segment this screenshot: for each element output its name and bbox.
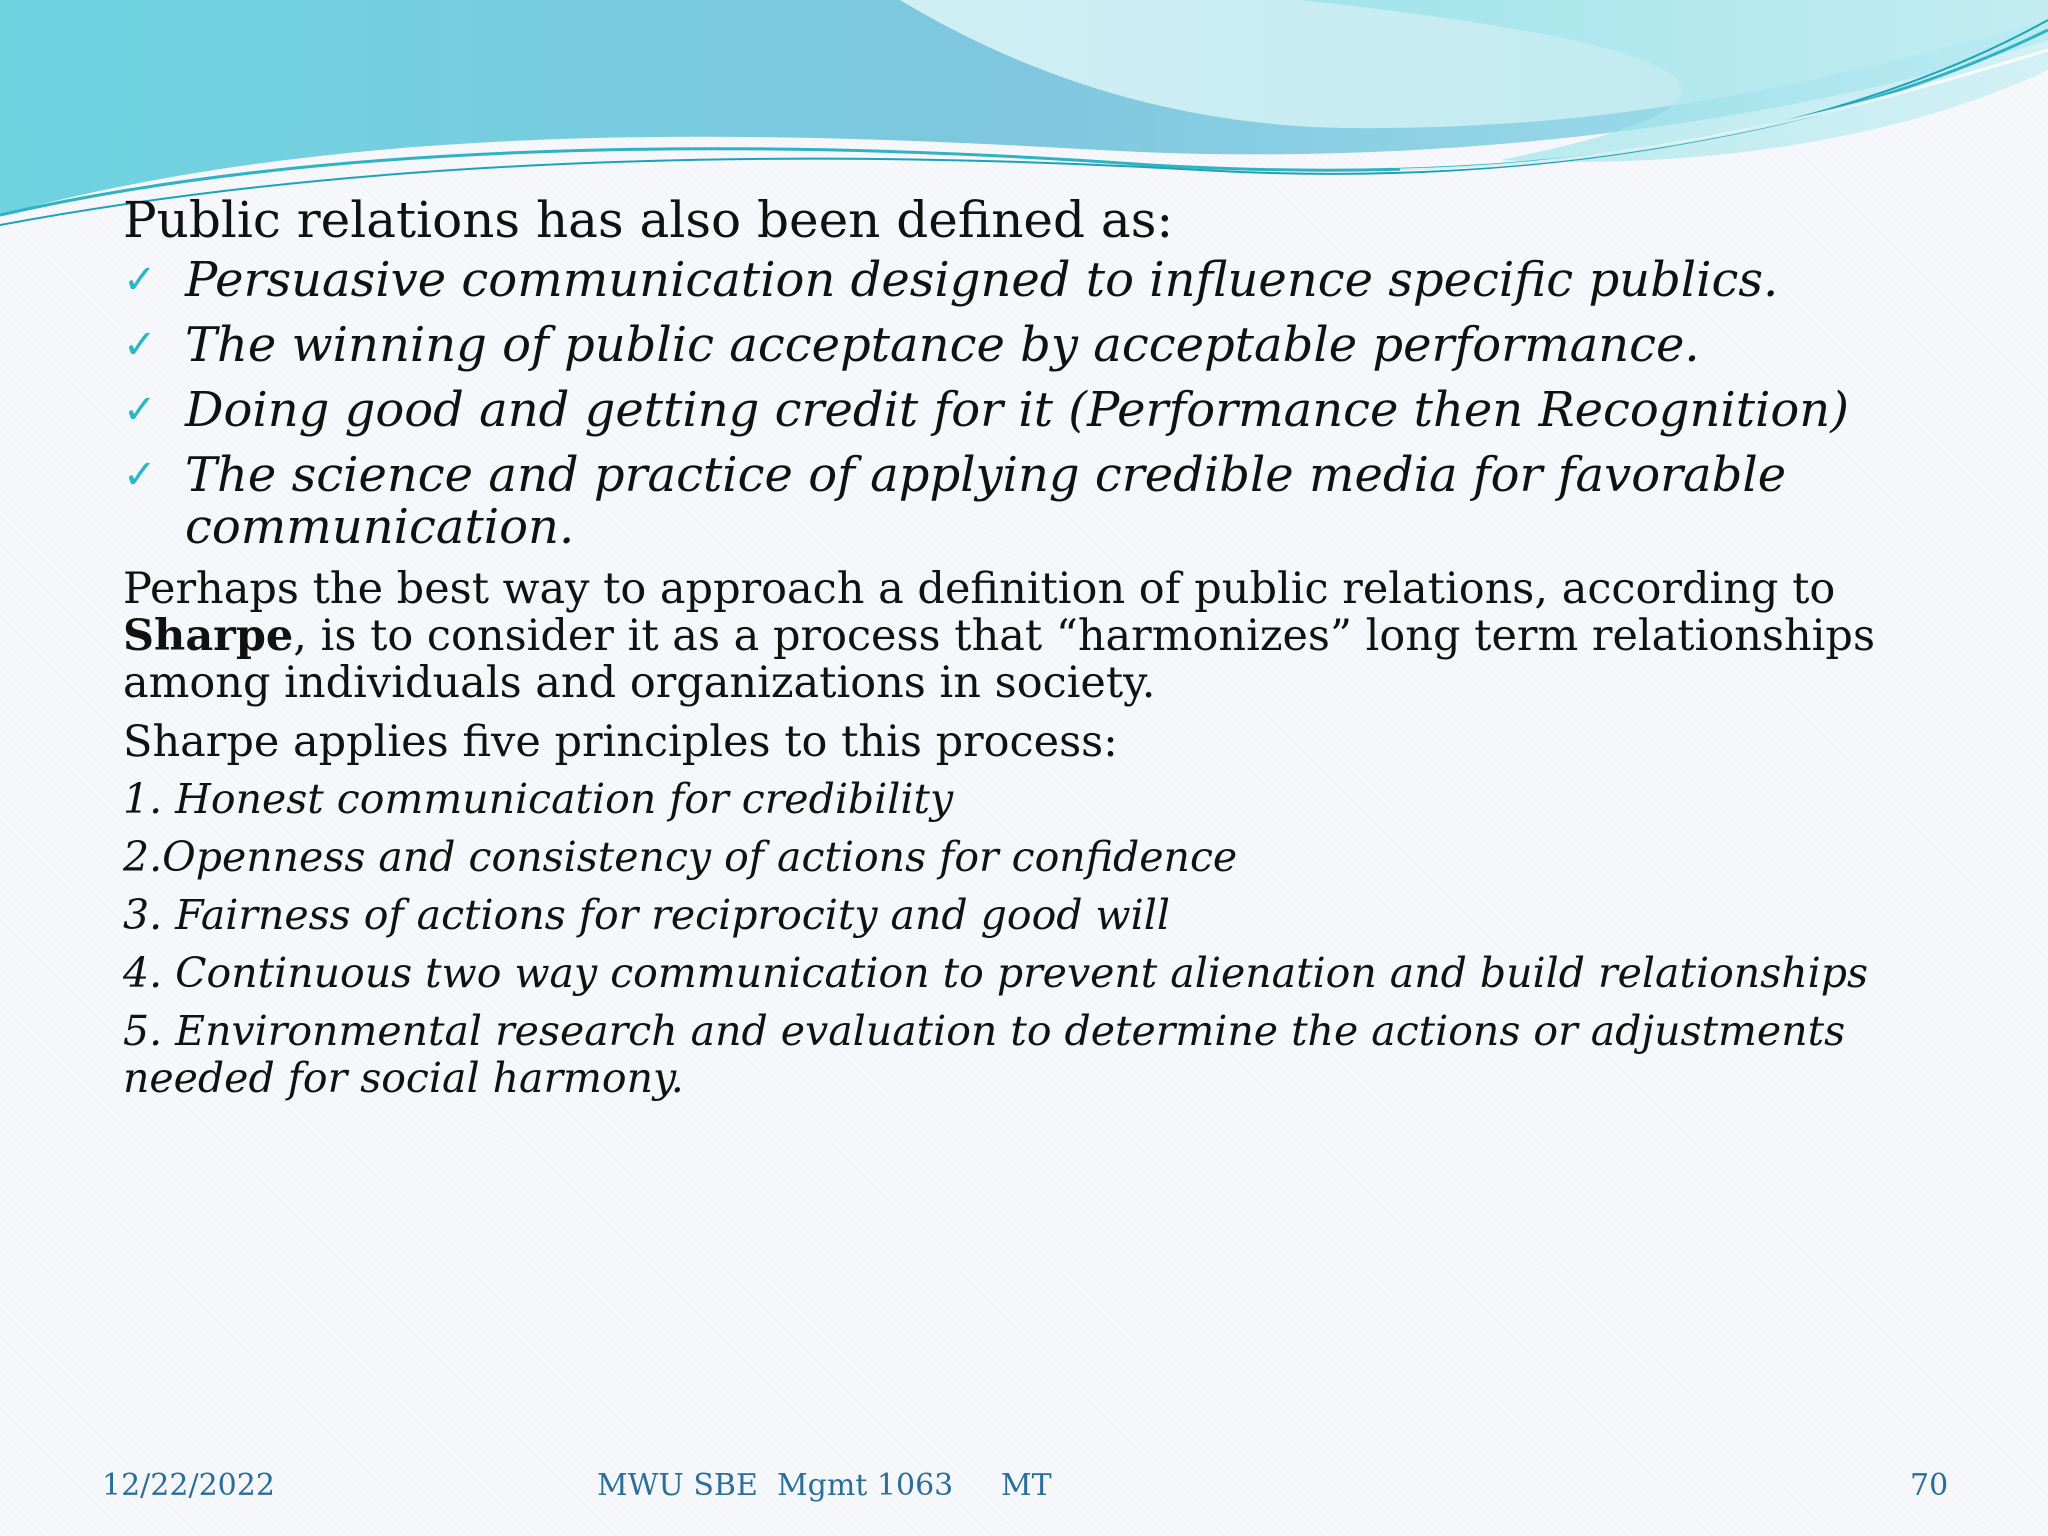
check-icon: ✓ xyxy=(123,257,157,303)
principle-item: 5. Environmental research and evaluation to determine the actions or adjustments needed for social harmony. xyxy=(123,1007,1846,1102)
check-icon: ✓ xyxy=(123,387,157,433)
check-icon: ✓ xyxy=(123,452,157,498)
principle-item: 3. Fairness of actions for reciprocity and good will xyxy=(123,891,1170,939)
sharpe-paragraph xyxy=(123,566,1943,707)
footer-course: MWU SBE Mgmt 1063 MT xyxy=(597,1468,1052,1503)
definition-text: The science and practice of applying credible media for favorable communication. xyxy=(185,447,1787,555)
definition-item xyxy=(123,319,1943,371)
principle-item: 2.Openness and consistency of actions for confidence xyxy=(123,833,1238,881)
definition-text: The winning of public acceptance by acceptable performance. xyxy=(185,317,1700,373)
check-icon: ✓ xyxy=(123,322,157,368)
definition-text: Doing good and getting credit for it (Performance then Recognition) xyxy=(185,382,1849,438)
definition-text: Persuasive communication designed to influence specific publics. xyxy=(185,252,1779,308)
principle-item: 1. Honest communication for credibility xyxy=(123,775,954,823)
principle-item: 4. Continuous two way communication to prevent alienation and build relationships xyxy=(123,949,1869,997)
principles-intro: Sharpe applies five principles to this process: xyxy=(123,717,1118,767)
paragraph-text-before: Perhaps the best way to approach a definition of public relations, according to xyxy=(123,564,1836,614)
slide-body xyxy=(123,190,1943,1113)
slide-number: 70 xyxy=(1910,1468,1949,1503)
definitions-intro: Public relations has also been defined as: xyxy=(123,191,1174,249)
principles-list xyxy=(123,776,1943,1102)
definition-item xyxy=(123,449,1943,553)
definition-item xyxy=(123,384,1943,436)
definitions-list xyxy=(123,254,1943,553)
sharpe-name: Sharpe xyxy=(123,611,294,661)
paragraph-text-after: , is to consider it as a process that “harmonizes” long term relationships among individuals and organizations in society. xyxy=(123,611,1876,708)
footer-date: 12/22/2022 xyxy=(102,1468,275,1503)
definition-item xyxy=(123,254,1943,306)
